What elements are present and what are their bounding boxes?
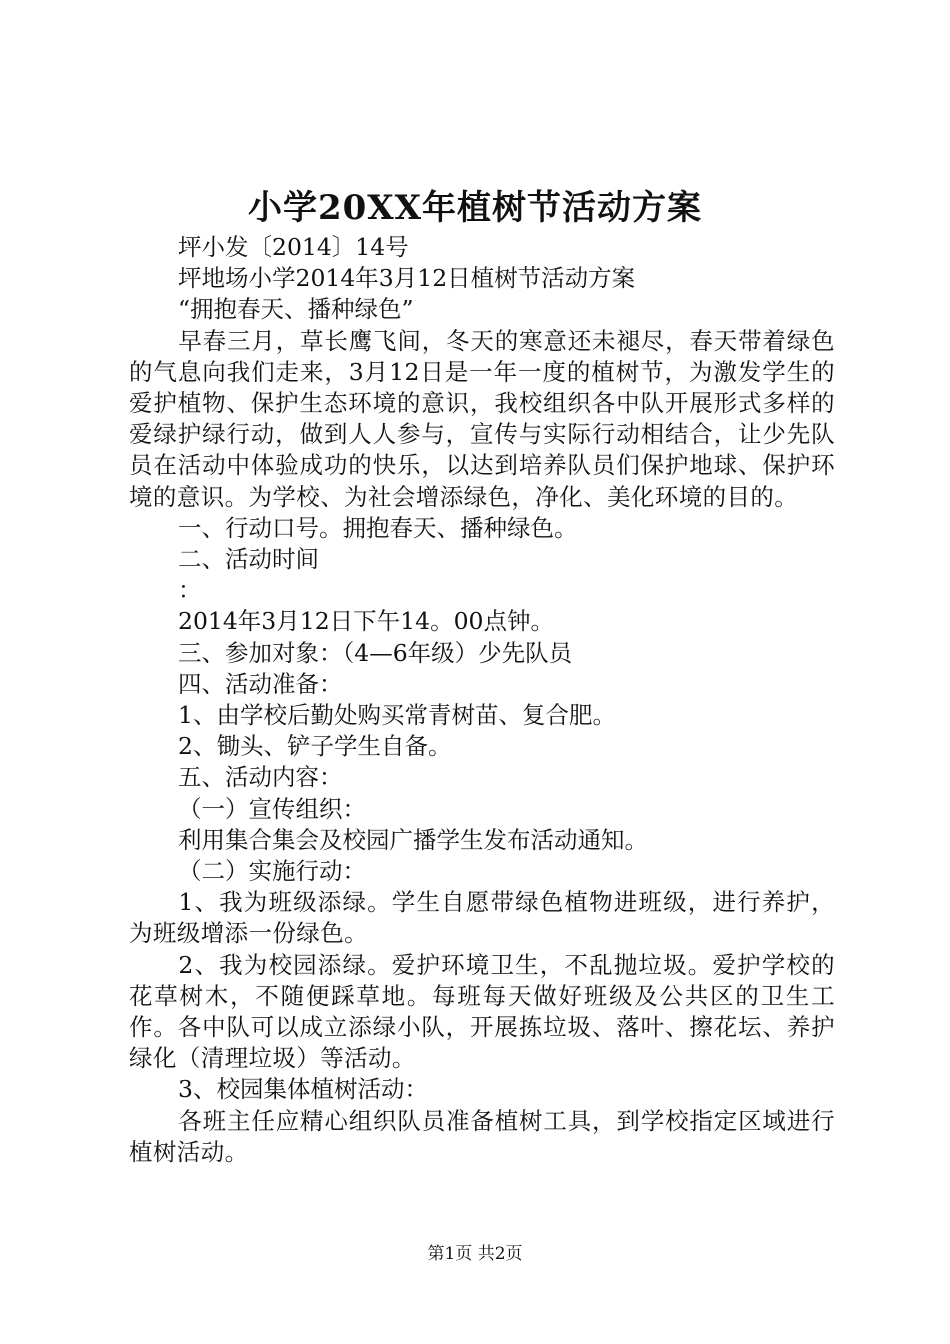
document-body [129,232,835,1168]
section-heading-preparation: 四、活动准备： [178,669,343,698]
preparation-item-1: 1、由学校后勤处购买常青树苗、复合肥。 [178,701,616,730]
section-heading-content: 五、活动内容： [178,763,343,792]
document-slogan: “拥抱春天、播种绿色” [178,295,414,324]
publicity-text: 利用集合集会及校园广播学生发布活动通知。 [178,825,648,854]
time-colon: ： [178,576,202,605]
intro-paragraph: 早春三月，草长鹰飞间，冬天的寒意还未褪尽，春天带着绿色的气息向我们走来，3月12日是一年一度的植树节，为激发学生的爱护植物、保护生态环境的意识，我校组织各中队开展形式多样的爱绿护绿行动，做到人人参与，宣传与实际行动相结合，让少先队员在活动中体验成功的快乐，以达到培养队员们保护地球、保护环境的意识。为学校、为社会增添绿色，净化、美化环境的目的。 [129,326,835,511]
action-item-1: 1、我为班级添绿。学生自愿带绿色植物进班级，进行养护，为班级增添一份绿色。 [129,888,835,948]
subheading-publicity: （一）宣传组织： [178,794,366,823]
action-item-3: 3、校园集体植树活动： [178,1075,428,1104]
action-item-2: 2、我为校园添绿。爱护环境卫生，不乱抛垃圾。爱护学校的花草树木，不随便踩草地。每班每天做好班级及公共区的卫生工作。各中队可以成立添绿小队，开展拣垃圾、落叶、擦花坛、养护绿化（清理垃圾）等活动。 [129,950,835,1073]
action-item-3-text: 各班主任应精心组织队员准备植树工具，到学校指定区域进行植树活动。 [129,1106,835,1166]
section-heading-time: 二、活动时间 [178,545,319,574]
page-footer: 第1页 共2页 [427,1244,523,1264]
section-heading-slogan: 一、行动口号。拥抱春天、播种绿色。 [178,513,578,542]
preparation-item-2: 2、锄头、铲子学生自备。 [178,732,452,761]
document-number: 坪小发〔2014〕14号 [178,233,409,261]
section-heading-participants: 三、参加对象：（4—6年级）少先队员 [178,638,573,667]
activity-time: 2014年3月12日下午14。00点钟。 [178,607,554,636]
document-subtitle: 坪地场小学2014年3月12日植树节活动方案 [178,264,636,293]
subheading-implementation: （二）实施行动： [178,857,366,886]
document-title: 小学20XX年植树节活动方案 [247,188,703,228]
